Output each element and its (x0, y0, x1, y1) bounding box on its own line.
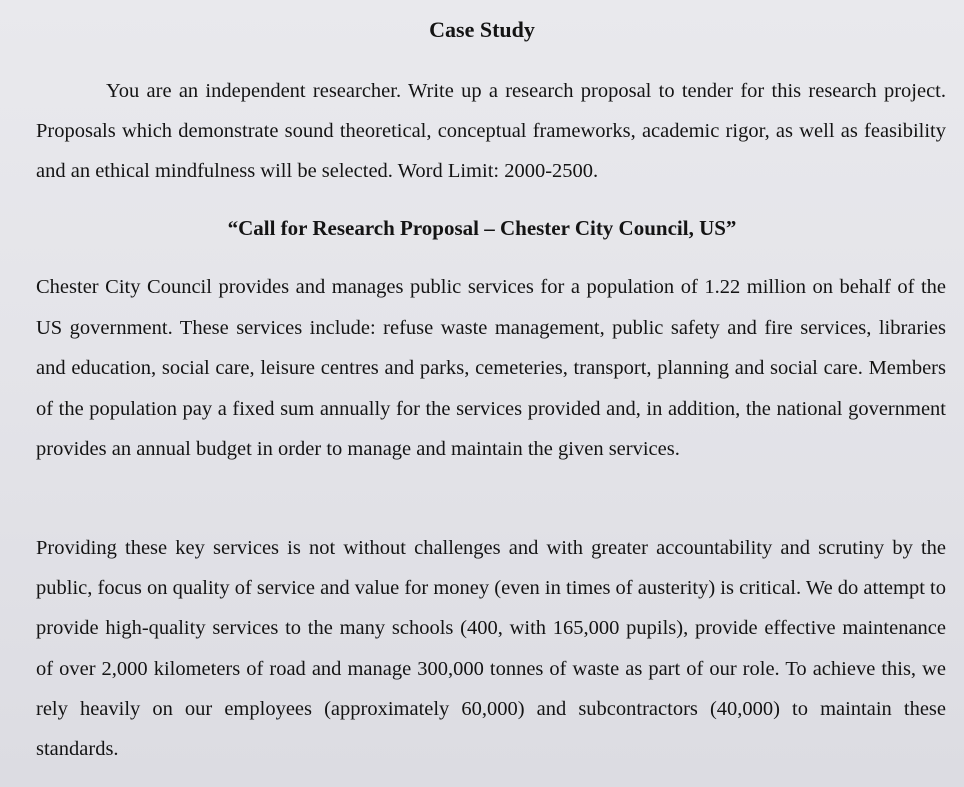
intro-text: You are an independent researcher. Write up a research proposal to tender for this research project. Proposals which demonstrate sound theoretical, conceptual frameworks, academic rigor, as well as feasibility and an ethical mindfulness will be selected. Word Limit: 2000-2500. (36, 80, 946, 182)
body-paragraph-2: Providing these key services is not without challenges and with greater accountability and scrutiny by the public, focus on quality of service and value for money (even in times of austerity) is critical. We do attempt to provide high-quality services to the many schools (400, with 165,000 pupils), provide effective maintenance of over 2,000 kilometers of road and manage 300,000 tonnes of waste as part of our role. To achieve this, we rely heavily on our employees (approximately 60,000) and subcontractors (40,000) to maintain these standards. (36, 537, 946, 761)
section-subtitle: “Call for Research Proposal – Chester City Council, US” (227, 216, 737, 240)
document-title: Case Study (429, 17, 535, 42)
body-paragraph-1: Chester City Council provides and manages public services for a population of 1.22 million on behalf of the US government. These services include: refuse waste management, public safety and fire services, libraries and education, social care, leisure centres and parks, cemeteries, transport, planning and social care. Members of the population pay a fixed sum annually for the services provided and, in addition, the national government provides an annual budget in order to manage and maintain the given services. (36, 276, 946, 461)
intro-paragraph (36, 71, 946, 191)
